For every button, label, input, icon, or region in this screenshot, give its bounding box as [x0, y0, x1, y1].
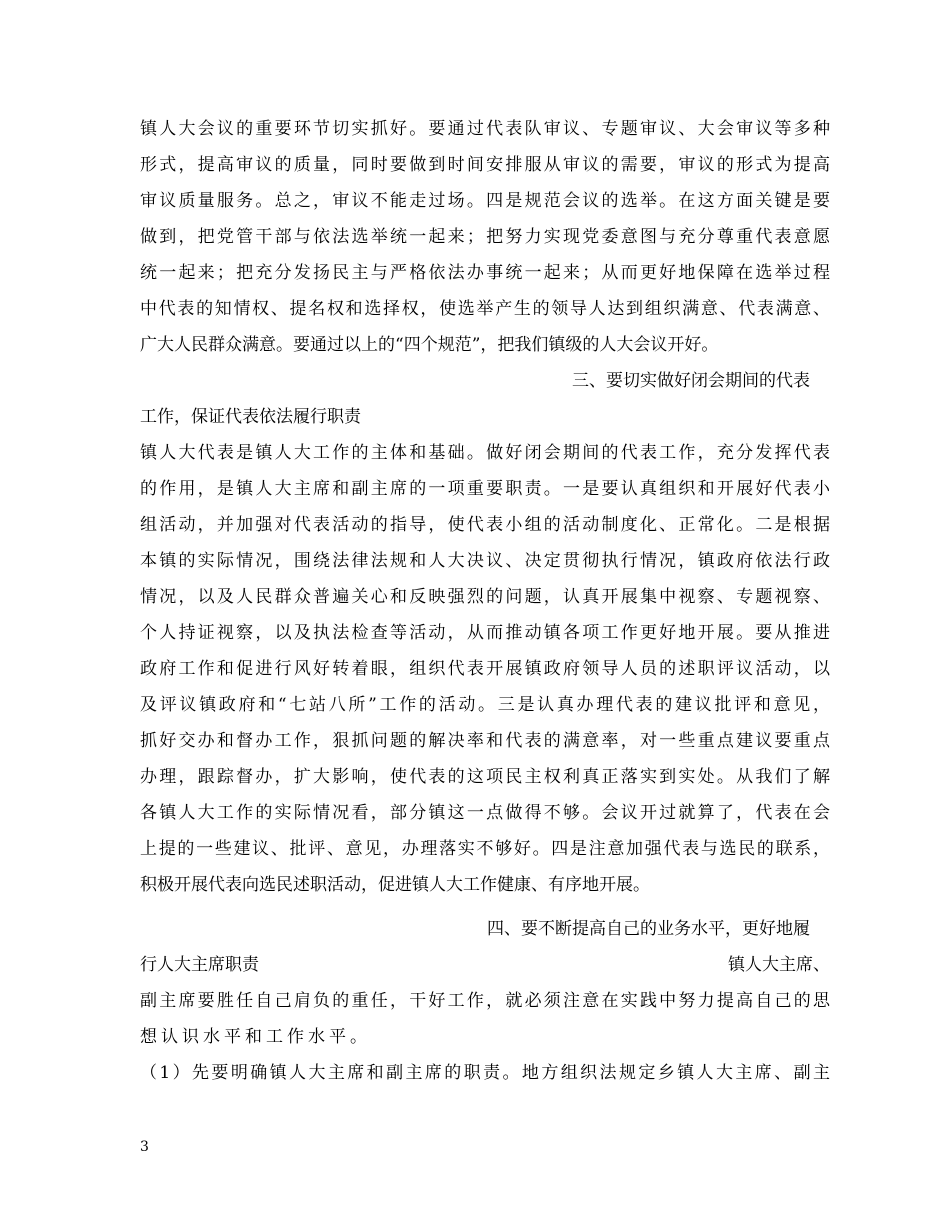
- body-line: 副主席要胜任自己肩负的重任，干好工作，就必须注意在实践中努力提高自己的思: [140, 991, 830, 1011]
- body-line: 做到，把党管干部与依法选举统一起来；把努力实现党委意图与充分尊重代表意愿: [140, 227, 830, 247]
- body-line: 镇人大会议的重要环节切实抓好。要通过代表队审议、专题审议、大会审议等多种: [140, 119, 830, 139]
- page-number: 3: [140, 1139, 149, 1155]
- body-line: 情况，以及人民群众普遍关心和反映强烈的问题，认真开展集中视察、专题视察、: [140, 587, 830, 607]
- body-line: 个人持证视察，以及执法检查等活动，从而推动镇各项工作更好地开展。要从推进: [140, 623, 830, 643]
- section-heading-3-part1: 三、要切实做好闭会期间的代表: [572, 371, 810, 391]
- body-line: 及评议镇政府和“七站八所”工作的活动。三是认真办理代表的建议批评和意见，: [140, 695, 830, 715]
- body-line-start: 镇人大主席、: [728, 955, 830, 975]
- body-line: 想认识水平和工作水平。: [140, 1027, 371, 1047]
- body-line: 办理，跟踪督办，扩大影响，使代表的这项民主权利真正落实到实处。从我们了解: [140, 767, 830, 787]
- section-heading-4-row: [140, 953, 830, 977]
- body-line: 积极开展代表向选民述职活动，促进镇人大工作健康、有序地开展。: [140, 875, 650, 895]
- body-line: 中代表的知情权、提名权和选择权，使选举产生的领导人达到组织满意、代表满意、: [140, 299, 830, 319]
- body-line: 政府工作和促进行风好转着眼，组织代表开展镇政府领导人员的述职评议活动，以: [140, 659, 830, 679]
- body-line: 本镇的实际情况，围绕法律法规和人大决议、决定贯彻执行情况，镇政府依法行政: [140, 551, 830, 571]
- body-line: 组活动，并加强对代表活动的指导，使代表小组的活动制度化、正常化。二是根据: [140, 515, 830, 535]
- body-line: 广大人民群众满意。要通过以上的“四个规范”，把我们镇级的人大会议开好。: [140, 335, 719, 355]
- body-line: 审议质量服务。总之，审议不能走过场。四是规范会议的选举。在这方面关键是要: [140, 191, 830, 211]
- body-line: 镇人大代表是镇人大工作的主体和基础。做好闭会期间的代表工作，充分发挥代表: [140, 443, 830, 463]
- body-line: 上提的一些建议、批评、意见，办理落实不够好。四是注意加强代表与选民的联系，: [140, 839, 830, 859]
- body-line: 统一起来；把充分发扬民主与严格依法办事统一起来；从而更好地保障在选举过程: [140, 263, 830, 283]
- body-line: 的作用，是镇人大主席和副主席的一项重要职责。一是要认真组织和开展好代表小: [140, 479, 830, 499]
- section-heading-4-part1: 四、要不断提高自己的业务水平，更好地履: [487, 919, 810, 939]
- body-line: 各镇人大工作的实际情况看，部分镇这一点做得不够。会议开过就算了，代表在会: [140, 803, 830, 823]
- section-heading-4-part2: 行人大主席职责: [140, 955, 259, 975]
- section-heading-3-part2: 工作，保证代表依法履行职责: [140, 407, 361, 427]
- body-line: （1）先要明确镇人大主席和副主席的职责。地方组织法规定乡镇人大主席、副主: [140, 1063, 830, 1083]
- body-line: 形式，提高审议的质量，同时要做到时间安排服从审议的需要，审议的形式为提高: [140, 155, 830, 175]
- body-line: 抓好交办和督办工作，狠抓问题的解决率和代表的满意率，对一些重点建议要重点: [140, 731, 830, 751]
